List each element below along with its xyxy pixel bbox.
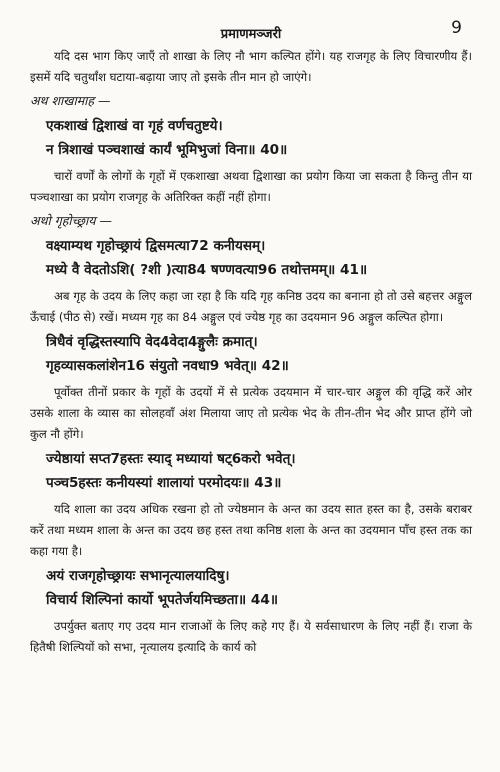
paragraph-5: यदि शाला का उदय अधिक रखना हो तो ज्येष्ठमान के अन्त का उदय सात हस्त का है, उसके बराबर करें तथा मध्यम शाला के अन्त का उदय छह हस्त तथा कनिष्ठ शला के अन्त का उदयमान पाँच हस्त तक का कहा गया है। [30,502,472,558]
verse-line: गृहव्यासकलांशेन16 संयुतो नवधा9 भवेत्॥ 42॥ [46,358,289,374]
verse-40 [30,114,472,162]
section-heading-shakha: अथ शाखामाह — [30,93,111,108]
verse-line: ज्येष्ठायां सप्त7हस्तः स्याद् मध्यायां षट्6करो भवेत्। [46,451,296,467]
verse-line: न त्रिशाखं पञ्चशाखं कार्यं भूमिभुजां विना॥ 40॥ [46,142,288,158]
verse-line: वक्ष्याम्यथ गृहोच्छ्रायं द्विसमत्या72 कनीयसम्। [46,238,266,254]
verse-43 [30,447,472,495]
paragraph-2: चारों वर्णों के लोगों के गृहों में एकशाखा अथवा द्विशाखा का प्रयोग किया जा सकता है किन्तु तीन या पञ्चशाखा का प्रयोग राजगृह के अतिरिक्त कहीं नहीं होगा। [30,169,472,204]
section-heading-grihochchhraya: अथो गृहोच्छ्राय — [30,213,112,228]
verse-line: विचार्य शिल्पिनां कार्यो भूपतेर्जयमिच्छता॥ 44॥ [46,592,278,608]
verse-line: त्रिधैवं वृद्धिस्तस्यापि वेद4वेदा4ङ्गुलैः क्रमात्। [46,334,258,350]
verse-41 [30,234,472,282]
page-header [30,0,472,46]
verse-line: मध्ये वै वेदतोऽशि( ?शी )त्या84 षण्णवत्या96 तथोत्तमम्॥ 41॥ [46,262,368,278]
verse-line: एकशाखं द्विशाखं वा गृहं वर्णचतुष्टये। [46,118,223,134]
paragraph-6: उपर्युक्त बताए गए उदय मान राजाओं के लिए कहे गए हैं। ये सर्वसाधारण के लिए नहीं हैं। राजा के हितैषी शिल्पियों को सभा, नृत्यालय इत्यादि के कार्य को [30,619,472,654]
paragraph-1: यदि दस भाग किए जाएँ तो शाखा के लिए नौ भाग कल्पित होंगे। यह राजगृह के लिए विचारणीय हैं। इसमें यदि चतुर्थांश घटाया-बढ़ाया जाए तो इसके तीन मान हो जाएंगे। [30,49,472,84]
paragraph-3: अब गृह के उदय के लिए कहा जा रहा है कि यदि गृह कनिष्ठ उदय का बनाना हो तो उसे बहत्तर अङ्गुल ऊँचाई (पीठ से) रखें। मध्यम गृह का 84 अङ्गुल एवं ज्येष्ठ गृह का उदयमान 96 अङ्गुल कल्पित होगा। [30,289,472,324]
paragraph-4: पूर्वोक्त तीनों प्रकार के गृहों के उदयों में से प्रत्येक उदयमान में चार-चार अङ्गुल की वृद्धि करें ओर उसके शाला के व्यास का सोलहवाँ अंश मिलाया जाए तो प्रत्येक भेद के तीन-तीन भेद और प्राप्त होंगे जो कुल नौ होंगे। [30,385,472,441]
verse-line: पञ्च5हस्तः कनीयस्यां शालायां परमोदयः॥ 43॥ [46,475,282,491]
running-title: प्रमाणमञ्जरी [220,27,282,42]
verse-42 [30,330,472,378]
verse-44 [30,564,472,612]
verse-line: अयं राजगृहोच्छ्रायः सभानृत्यालयादिषु। [46,568,230,584]
page-number: 9 [451,18,462,38]
